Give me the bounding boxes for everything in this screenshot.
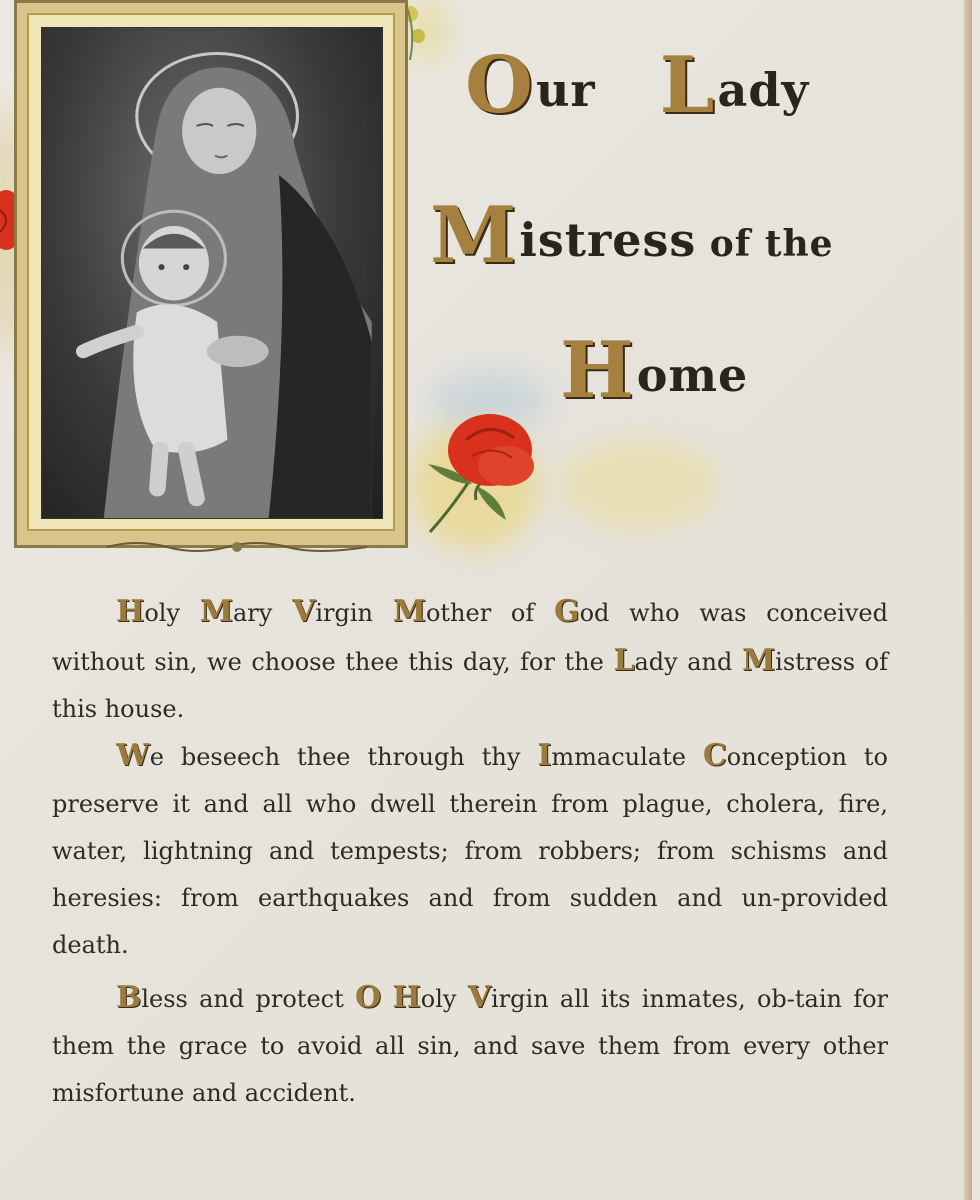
prayer-text: ary bbox=[233, 599, 293, 627]
prayer-paragraph-3 bbox=[52, 974, 888, 1117]
illuminated-initial: C bbox=[702, 738, 727, 773]
illuminated-initial: M bbox=[392, 594, 426, 629]
prayer-text: irgin all its inmates, ob-tain for them the grace to avoid all sin, and save them from every other misfortune and accident. bbox=[52, 985, 889, 1107]
card-edge bbox=[964, 0, 972, 1200]
madonna-child-icon bbox=[42, 28, 382, 518]
illuminated-initial: B bbox=[116, 980, 142, 1015]
title-word: of the bbox=[696, 223, 834, 265]
illuminated-initial: I bbox=[537, 738, 552, 773]
illuminated-initial: H bbox=[560, 325, 635, 416]
prayer-text: irgin bbox=[315, 599, 393, 627]
illuminated-initial: G bbox=[553, 594, 580, 629]
title-line-3 bbox=[560, 325, 748, 416]
illuminated-initial: L bbox=[613, 643, 635, 678]
frame-ornament bbox=[107, 539, 367, 555]
rose-icon bbox=[410, 400, 550, 550]
prayer-paragraph-2 bbox=[52, 732, 888, 969]
prayer-text bbox=[381, 985, 392, 1013]
prayer-paragraph-1 bbox=[52, 588, 888, 733]
picture-frame bbox=[14, 0, 408, 548]
floral-wash-yellow bbox=[560, 440, 720, 530]
prayer-text: onception to preserve it and all who dwell therein from plague, cholera, fire, water, lightning and tempests; from robbers; from schisms and heresies: from earthquakes and from sudden and un-provided death. bbox=[52, 743, 888, 959]
prayer-text: e beseech thee through thy bbox=[149, 743, 538, 771]
prayer-text: oly bbox=[144, 599, 200, 627]
illuminated-initial: M bbox=[741, 643, 776, 678]
title-word: ome bbox=[636, 348, 749, 402]
title-line-2 bbox=[430, 190, 834, 281]
prayer-text: ady and bbox=[634, 648, 742, 676]
title-line-1 bbox=[465, 40, 809, 131]
illuminated-initial: L bbox=[659, 40, 716, 131]
illuminated-initial: O bbox=[465, 40, 534, 131]
prayer-text: oly bbox=[420, 985, 468, 1013]
illuminated-initial: M bbox=[199, 594, 233, 629]
title-word: ady bbox=[717, 63, 810, 117]
picture-mat bbox=[27, 13, 395, 531]
prayer-text: od who was conceived without sin, we choose thee this day, for the bbox=[52, 599, 889, 676]
title-word: istress bbox=[519, 213, 697, 267]
madonna-child-picture bbox=[41, 27, 383, 519]
illuminated-initial: H bbox=[116, 594, 145, 629]
prayer-text: mmaculate bbox=[551, 743, 703, 771]
prayer-text: less and protect bbox=[141, 985, 355, 1013]
title-word: ur bbox=[535, 63, 596, 117]
illuminated-initial: V bbox=[467, 980, 491, 1015]
illuminated-initial: M bbox=[430, 190, 518, 281]
illuminated-initial: O bbox=[355, 980, 382, 1015]
illuminated-initial: W bbox=[116, 738, 150, 773]
prayer-text: istress of this house. bbox=[52, 648, 888, 723]
illuminated-initial: V bbox=[292, 594, 316, 629]
prayer-text: other of bbox=[425, 599, 554, 627]
illuminated-initial: H bbox=[392, 980, 421, 1015]
